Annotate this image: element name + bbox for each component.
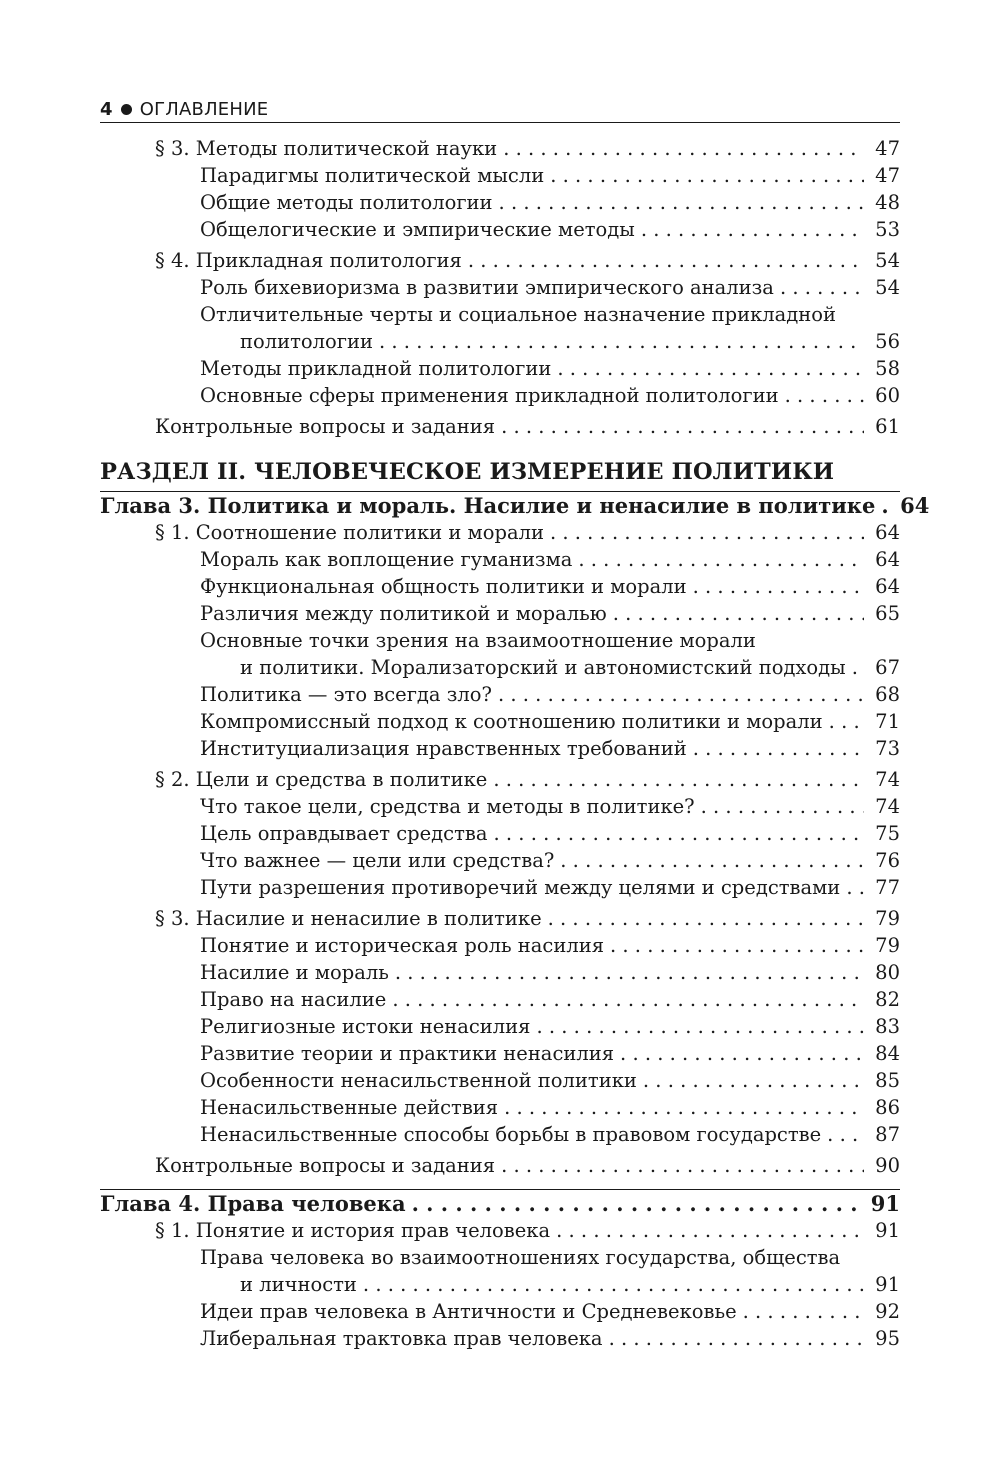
toc-page-number: 74 (875, 795, 900, 818)
dot-leader (613, 600, 864, 627)
toc-entry-title: § 2. Цели и средства в политике (155, 768, 488, 791)
toc-entry-title: Цель оправдывает средства (200, 822, 488, 845)
toc-entry[interactable] (100, 1325, 900, 1352)
toc-page-number: 95 (875, 1327, 900, 1350)
toc-page-number: 91 (870, 1191, 900, 1216)
toc-entry[interactable] (100, 162, 900, 189)
toc-entry-title: Пути разрешения противоречий между целями и средствами (200, 876, 841, 899)
dot-leader (536, 1013, 864, 1040)
toc-section-entry[interactable] (100, 1217, 900, 1244)
toc-entry-title: Отличительные черты и социальное назначение прикладной (200, 303, 837, 326)
dot-leader (641, 216, 864, 243)
dot-leader (550, 519, 864, 546)
dot-leader (395, 959, 864, 986)
toc-entry[interactable] (100, 382, 900, 409)
toc-page-number: 71 (875, 710, 900, 733)
toc-entry[interactable] (100, 1067, 900, 1094)
toc-entry-continuation[interactable] (100, 1271, 900, 1298)
toc-page-number: 74 (875, 768, 900, 791)
toc-entry-title: Общие методы политологии (200, 191, 493, 214)
dot-leader (785, 382, 864, 409)
toc-entry[interactable] (100, 1244, 900, 1271)
toc-entry-title: Право на насилие (200, 988, 387, 1011)
toc-entry[interactable] (100, 189, 900, 216)
toc-entry-title: Политика — это всегда зло? (200, 683, 492, 706)
toc-page-number: 64 (875, 548, 900, 571)
toc-section-entry[interactable] (100, 766, 900, 793)
dot-leader (501, 1152, 864, 1179)
toc-entry-title: Что важнее — цели или средства? (200, 849, 555, 872)
toc-entry-continuation[interactable] (100, 328, 900, 355)
toc-entry[interactable] (100, 847, 900, 874)
dot-leader (503, 135, 864, 162)
toc-section-entry[interactable] (100, 519, 900, 546)
toc-page-number: 82 (875, 988, 900, 1011)
toc-page-number: 92 (875, 1300, 900, 1323)
toc-entry-continuation[interactable] (100, 654, 900, 681)
dot-leader (412, 1190, 864, 1217)
toc-entry-title: Функциональная общность политики и морали (200, 575, 687, 598)
dot-leader (609, 1325, 864, 1352)
toc-section-entry[interactable] (100, 413, 900, 440)
toc-entry-title: политологии (240, 330, 373, 353)
toc-entry[interactable] (100, 986, 900, 1013)
toc-page-number: 79 (875, 934, 900, 957)
toc-entry-title: Компромиссный подход к соотношению политики и морали (200, 710, 823, 733)
dot-leader (550, 162, 864, 189)
dot-leader (556, 1217, 864, 1244)
running-head-title: ОГЛАВЛЕНИЕ (139, 98, 269, 120)
chapter-4-block (100, 1189, 900, 1352)
dot-leader (363, 1271, 864, 1298)
dot-leader (881, 492, 893, 519)
dot-leader (693, 573, 864, 600)
toc-section-entry[interactable] (100, 1152, 900, 1179)
toc-entry[interactable] (100, 355, 900, 382)
toc-entry-title: Общелогические и эмпирические методы (200, 218, 635, 241)
toc-entry-title: Основные точки зрения на взаимоотношение морали (200, 629, 756, 652)
dot-leader (548, 905, 864, 932)
toc-entry[interactable] (100, 274, 900, 301)
toc-entry[interactable] (100, 820, 900, 847)
chapter-heading[interactable] (100, 492, 930, 519)
toc-page (100, 96, 930, 1352)
dot-leader (643, 1067, 864, 1094)
toc-entry-title: Основные сферы применения прикладной политологии (200, 384, 779, 407)
chapter-heading[interactable] (100, 1190, 900, 1217)
dot-leader (560, 847, 864, 874)
toc-entry-title: § 3. Методы политической науки (155, 137, 498, 160)
toc-page-number: 85 (875, 1069, 900, 1092)
dot-leader (379, 328, 864, 355)
toc-entry[interactable] (100, 216, 900, 243)
toc-entry-title: Религиозные истоки ненасилия (200, 1015, 531, 1038)
toc-entry-title: § 3. Насилие и ненасилие в политике (155, 907, 542, 930)
dot-leader (501, 413, 864, 440)
toc-page-number: 77 (875, 876, 900, 899)
toc-entry[interactable] (100, 627, 900, 654)
toc-entry-title: Институциализация нравственных требований (200, 737, 687, 760)
toc-entry-title: Методы прикладной политологии (200, 357, 552, 380)
toc-entry[interactable] (100, 1094, 900, 1121)
toc-section-entry[interactable] (100, 247, 900, 274)
toc-entry[interactable] (100, 793, 900, 820)
toc-section-entry[interactable] (100, 905, 900, 932)
toc-entry[interactable] (100, 1013, 900, 1040)
toc-entry[interactable] (100, 600, 900, 627)
dot-leader (620, 1040, 864, 1067)
toc-page-number: 75 (875, 822, 900, 845)
toc-entry[interactable] (100, 1298, 900, 1325)
dot-leader (846, 874, 864, 901)
toc-page-number: 48 (875, 191, 900, 214)
toc-entry[interactable] (100, 301, 900, 328)
dot-leader (780, 274, 864, 301)
toc-entry[interactable] (100, 573, 900, 600)
toc-page-number: 64 (900, 493, 930, 518)
toc-page-number: 64 (875, 521, 900, 544)
toc-page-number: 65 (875, 602, 900, 625)
toc-page-number: 54 (875, 276, 900, 299)
dot-leader (392, 986, 864, 1013)
toc-entry[interactable] (100, 708, 900, 735)
dot-leader (499, 189, 864, 216)
toc-entry-title: § 4. Прикладная политология (155, 249, 462, 272)
bullet-icon (121, 104, 132, 115)
toc-page-number: 56 (875, 330, 900, 353)
dot-leader (578, 546, 864, 573)
toc-page-number: 67 (875, 656, 900, 679)
toc-page-number: 83 (875, 1015, 900, 1038)
toc-entry-title: Развитие теории и практики ненасилия (200, 1042, 615, 1065)
dot-leader (504, 1094, 864, 1121)
toc-entry-title: Идеи прав человека в Античности и Средневековье (200, 1300, 737, 1323)
toc-page-number: 58 (875, 357, 900, 380)
toc-page-number: 76 (875, 849, 900, 872)
toc-page-number: 54 (875, 249, 900, 272)
dot-leader (494, 820, 865, 847)
toc-page-number: 84 (875, 1042, 900, 1065)
toc-entry-title: Насилие и мораль (200, 961, 389, 984)
toc-entry-title: Что такое цели, средства и методы в политике? (200, 795, 695, 818)
toc-page-number: 47 (875, 137, 900, 160)
toc-entry-title: Мораль как воплощение гуманизма (200, 548, 573, 571)
toc-entry[interactable] (100, 874, 900, 901)
dot-leader (827, 1121, 864, 1148)
toc-top-block (100, 135, 900, 440)
toc-entry[interactable] (100, 959, 900, 986)
toc-entry[interactable] (100, 681, 900, 708)
toc-entry-title: Либеральная трактовка прав человека (200, 1327, 603, 1350)
toc-entry[interactable] (100, 932, 900, 959)
toc-entry-title: и личности (240, 1273, 357, 1296)
dot-leader (743, 1298, 864, 1325)
toc-page-number: 64 (875, 575, 900, 598)
toc-entry[interactable] (100, 546, 900, 573)
toc-page-number: 90 (875, 1154, 900, 1177)
toc-entry-title: и политики. Морализаторский и автономистский подходы (240, 656, 846, 679)
toc-page-number: 53 (875, 218, 900, 241)
toc-entry-title: Контрольные вопросы и задания (155, 415, 496, 438)
toc-entry-title: Особенности ненасильственной политики (200, 1069, 637, 1092)
toc-entry[interactable] (100, 735, 900, 762)
toc-entry-title: § 1. Соотношение политики и морали (155, 521, 544, 544)
toc-entry-title: Понятие и историческая роль насилия (200, 934, 605, 957)
toc-entry-title: Ненасильственные действия (200, 1096, 499, 1119)
toc-entry-title: Роль бихевиоризма в развитии эмпирического анализа (200, 276, 774, 299)
toc-page-number: 60 (875, 384, 900, 407)
toc-entry[interactable] (100, 1121, 900, 1148)
dot-leader (701, 793, 864, 820)
section-title: РАЗДЕЛ II. ЧЕЛОВЕЧЕСКОЕ ИЗМЕРЕНИЕ ПОЛИТИКИ (100, 459, 835, 485)
dot-leader (693, 735, 864, 762)
toc-page-number: 91 (875, 1219, 900, 1242)
toc-entry-title: Ненасильственные способы борьбы в правовом государстве (200, 1123, 822, 1146)
toc-page-number: 47 (875, 164, 900, 187)
toc-entry-title: § 1. Понятие и история прав человека (155, 1219, 551, 1242)
toc-entry-title: Права человека во взаимоотношениях государства, общества (200, 1246, 841, 1269)
toc-page-number: 73 (875, 737, 900, 760)
toc-page-number: 80 (875, 961, 900, 984)
toc-page-number: 61 (875, 415, 900, 438)
dot-leader (852, 654, 864, 681)
toc-page-number: 68 (875, 683, 900, 706)
toc-page-number: 91 (875, 1273, 900, 1296)
running-head (100, 96, 900, 123)
dot-leader (493, 766, 864, 793)
dot-leader (557, 355, 864, 382)
toc-entry-title: Контрольные вопросы и задания (155, 1154, 496, 1177)
dot-leader (468, 247, 864, 274)
toc-entry-title: Различия между политикой и моралью (200, 602, 607, 625)
page-number: 4 (100, 98, 113, 120)
toc-entry-title: Парадигмы политической мысли (200, 164, 545, 187)
toc-entry-title: Глава 3. Политика и мораль. Насилие и ненасилие в политике (100, 493, 876, 518)
toc-page-number: 87 (875, 1123, 900, 1146)
dot-leader (829, 708, 864, 735)
chapter-3-block (100, 491, 930, 1179)
toc-entry-title: Глава 4. Права человека (100, 1191, 406, 1216)
toc-entry[interactable] (100, 1040, 900, 1067)
dot-leader (610, 932, 864, 959)
dot-leader (498, 681, 864, 708)
toc-page-number: 86 (875, 1096, 900, 1119)
toc-section-entry[interactable] (100, 135, 900, 162)
toc-page-number: 79 (875, 907, 900, 930)
